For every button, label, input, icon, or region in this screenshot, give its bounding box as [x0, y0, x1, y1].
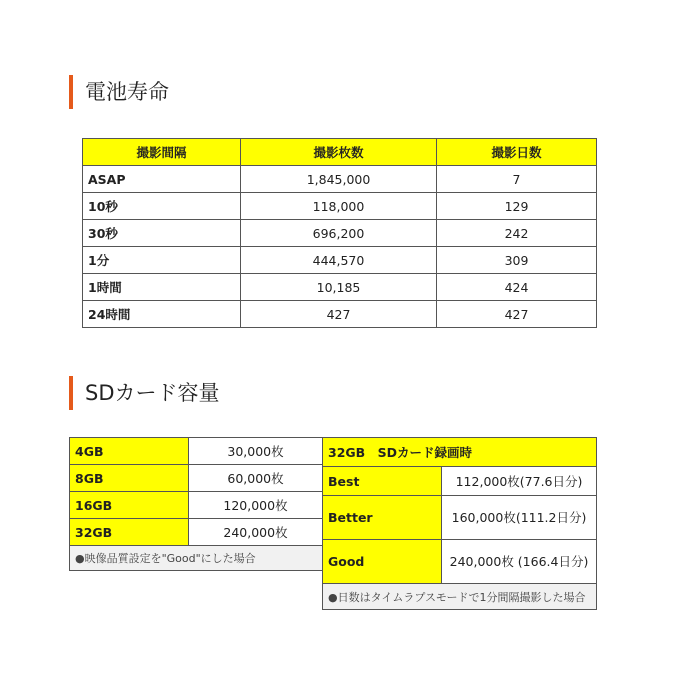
days-cell: 129 [437, 193, 597, 220]
days-cell: 242 [437, 220, 597, 247]
card-size-cell: 4GB [70, 438, 189, 465]
sd-capacity-heading [69, 376, 220, 410]
shots-cell: 118,000 [241, 193, 437, 220]
column-header-shots: 撮影枚数 [241, 139, 437, 166]
quality-cell: Good [323, 540, 442, 584]
table-row [83, 274, 597, 301]
shots-cell: 60,000枚 [189, 465, 323, 492]
shots-cell: 30,000枚 [189, 438, 323, 465]
value-cell: 160,000枚(111.2日分) [442, 496, 597, 540]
value-cell: 240,000枚 (166.4日分) [442, 540, 597, 584]
quality-cell: Better [323, 496, 442, 540]
table-row [323, 540, 597, 584]
battery-life-title: 電池寿命 [85, 80, 169, 104]
sd-capacity-title: SDカード容量 [85, 381, 220, 405]
card-size-cell: 8GB [70, 465, 189, 492]
interval-cell: 30秒 [83, 220, 241, 247]
sd-recording-table [322, 437, 597, 610]
shots-cell: 10,185 [241, 274, 437, 301]
card-capacity-table [69, 437, 323, 571]
heading-accent-bar [69, 376, 73, 410]
interval-cell: 24時間 [83, 301, 241, 328]
table-row [83, 301, 597, 328]
interval-cell: 1時間 [83, 274, 241, 301]
column-header-days: 撮影日数 [437, 139, 597, 166]
table-row [323, 496, 597, 540]
table-row [70, 492, 323, 519]
shots-cell: 427 [241, 301, 437, 328]
days-cell: 7 [437, 166, 597, 193]
timelapse-note: ●日数はタイムラプスモードで1分間隔撮影した場合 [323, 584, 597, 610]
table-header-row [323, 438, 597, 467]
interval-cell: 10秒 [83, 193, 241, 220]
days-cell: 309 [437, 247, 597, 274]
shots-cell: 1,845,000 [241, 166, 437, 193]
table-note-row [70, 546, 323, 571]
interval-cell: 1分 [83, 247, 241, 274]
shots-cell: 120,000枚 [189, 492, 323, 519]
days-cell: 427 [437, 301, 597, 328]
shots-cell: 444,570 [241, 247, 437, 274]
card-size-cell: 32GB [70, 519, 189, 546]
value-cell: 112,000枚(77.6日分) [442, 467, 597, 496]
battery-life-table [82, 138, 597, 328]
recording-header: 32GB SDカード録画時 [323, 438, 597, 467]
table-row [83, 247, 597, 274]
table-note-row [323, 584, 597, 610]
table-row [70, 519, 323, 546]
table-row [83, 193, 597, 220]
table-row [83, 220, 597, 247]
shots-cell: 696,200 [241, 220, 437, 247]
battery-life-heading [69, 75, 169, 109]
days-cell: 424 [437, 274, 597, 301]
quality-cell: Best [323, 467, 442, 496]
table-header-row [83, 139, 597, 166]
table-row [70, 438, 323, 465]
interval-cell: ASAP [83, 166, 241, 193]
column-header-interval: 撮影間隔 [83, 139, 241, 166]
quality-note: ●映像品質設定を"Good"にした場合 [70, 546, 323, 571]
shots-cell: 240,000枚 [189, 519, 323, 546]
table-row [83, 166, 597, 193]
table-row [323, 467, 597, 496]
heading-accent-bar [69, 75, 73, 109]
table-row [70, 465, 323, 492]
card-size-cell: 16GB [70, 492, 189, 519]
